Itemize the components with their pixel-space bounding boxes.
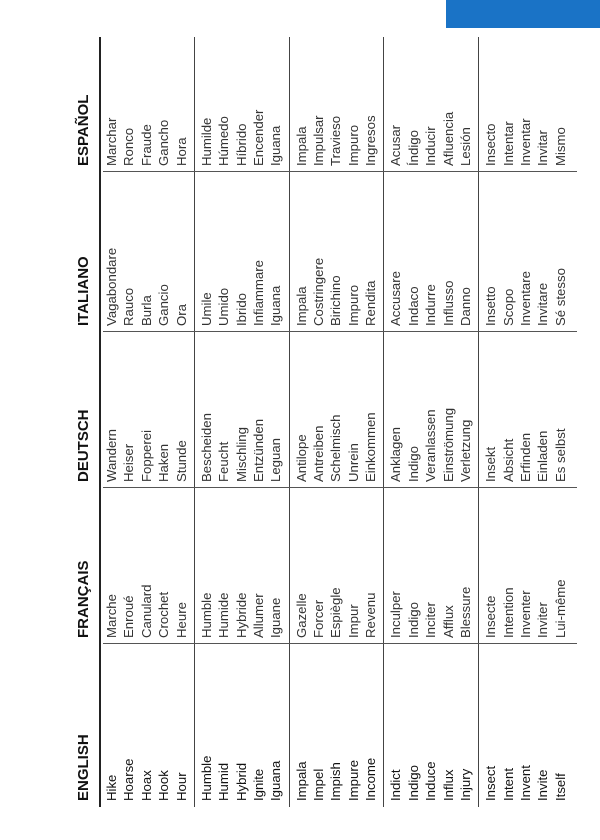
cell-english: Ignite — [251, 768, 266, 801]
cell-francais: Insecte — [483, 595, 499, 638]
cell-italiano: Vagabondare — [104, 247, 119, 326]
cell-espanol: Travieso — [328, 115, 344, 166]
cell-english: Injury — [458, 768, 473, 801]
cell-italiano: Invitare — [535, 282, 551, 326]
cell-deutsch: Haken — [156, 443, 172, 482]
group-separator — [383, 37, 384, 807]
cell-italiano: Impala — [293, 286, 309, 326]
cell-english: Intent — [500, 768, 516, 801]
cell-francais: Humide — [216, 592, 232, 638]
header-rule — [99, 37, 101, 807]
cell-italiano: Scopo — [500, 288, 516, 326]
cell-francais: Crochet — [156, 591, 172, 638]
column-header-english: ENGLISH — [75, 734, 92, 801]
cell-italiano: Birichino — [328, 275, 344, 326]
cell-francais: Heure — [173, 602, 189, 638]
cell-italiano: Iguana — [268, 285, 284, 326]
cell-english: Induce — [423, 761, 439, 801]
cell-italiano: Rendita — [363, 280, 379, 326]
cell-espanol: Acusar — [388, 124, 404, 166]
column-divider — [103, 643, 577, 644]
cell-espanol: Ronco — [121, 127, 137, 166]
cell-english: Indigo — [405, 765, 421, 801]
cell-francais: Forcer — [311, 599, 326, 638]
cell-deutsch: Antreiben — [311, 425, 326, 482]
cell-deutsch: Leguan — [268, 437, 284, 482]
cell-italiano: Inventare — [518, 271, 533, 326]
cell-english: Hook — [156, 770, 172, 801]
cell-francais: Afflux — [440, 605, 456, 638]
cell-italiano: Accusare — [388, 271, 404, 326]
cell-deutsch: Entzünden — [251, 418, 266, 482]
cell-francais: Revenu — [363, 592, 379, 638]
cell-francais: Espiègle — [328, 587, 344, 638]
cell-francais: Intention — [500, 587, 516, 638]
cell-deutsch: Unrein — [345, 443, 361, 482]
cell-deutsch: Bescheiden — [198, 413, 214, 482]
column-header-francais: FRANÇAIS — [75, 560, 92, 638]
cell-english: Impel — [311, 768, 326, 801]
cell-francais: Blessure — [458, 586, 473, 638]
cell-deutsch: Anklagen — [388, 427, 404, 482]
cell-espanol: Invitar — [535, 130, 551, 166]
cell-francais: Indigo — [405, 602, 421, 638]
cell-francais: Inciter — [423, 602, 439, 638]
cell-deutsch: Einkommen — [363, 412, 379, 482]
cell-italiano: Insetto — [483, 286, 499, 326]
cell-italiano: Costringere — [311, 257, 326, 326]
cell-english: Insect — [483, 765, 499, 801]
cell-italiano: Indurre — [423, 284, 439, 326]
cell-espanol: Afluencia — [440, 111, 456, 166]
cell-francais: Marche — [104, 594, 119, 638]
cell-espanol: Hora — [173, 137, 189, 166]
cell-espanol: Inventar — [518, 118, 533, 166]
cell-francais: Iguane — [268, 597, 284, 638]
cell-deutsch: Absicht — [500, 438, 516, 482]
cell-deutsch: Verletzung — [458, 419, 473, 482]
cell-italiano: Ora — [173, 304, 189, 326]
cell-deutsch: Veranlassen — [423, 409, 439, 482]
cell-english: Hoax — [138, 770, 154, 801]
group-separator — [289, 37, 290, 807]
cell-italiano: Infiammare — [251, 260, 266, 326]
cell-deutsch: Indigo — [405, 446, 421, 482]
header-row — [73, 37, 99, 807]
cell-deutsch: Erfinden — [518, 432, 533, 482]
cell-english: Humble — [198, 755, 214, 801]
cell-english: Hour — [173, 772, 189, 801]
group-separator — [194, 37, 195, 807]
cell-deutsch: Heiser — [121, 443, 137, 482]
cell-english: Hike — [104, 774, 119, 801]
cell-francais: Lui-même — [552, 579, 568, 638]
cell-italiano: Gancio — [156, 284, 172, 326]
cell-espanol: Insecto — [483, 123, 499, 166]
cell-english: Indict — [388, 769, 404, 801]
cell-espanol: Intentar — [500, 121, 516, 166]
cell-francais: Canulard — [138, 584, 154, 638]
cell-italiano: Impuro — [345, 284, 361, 326]
cell-francais: Inventer — [518, 590, 533, 638]
column-divider — [103, 171, 577, 172]
cell-english: Impish — [328, 762, 344, 801]
cell-english: Hybrid — [233, 762, 249, 801]
cell-english: Invite — [535, 769, 551, 801]
cell-deutsch: Stunde — [173, 440, 189, 482]
cell-espanol: Marchar — [104, 117, 119, 166]
cell-espanol: Inducir — [423, 126, 439, 166]
cell-francais: Gazelle — [293, 593, 309, 638]
cell-english: Impure — [345, 759, 361, 801]
cell-espanol: Fraude — [138, 124, 154, 166]
cell-espanol: Húmedo — [216, 116, 232, 166]
cell-francais: Inculper — [388, 591, 404, 638]
cell-deutsch: Einladen — [535, 430, 551, 482]
cell-espanol: Impulsar — [311, 115, 326, 166]
cell-deutsch: Fopperei — [138, 429, 154, 482]
cell-italiano: Umile — [198, 292, 214, 326]
cell-italiano: Ibrido — [233, 293, 249, 326]
cell-italiano: Rauco — [121, 287, 137, 326]
cell-espanol: Ingresos — [363, 115, 379, 166]
cell-english: Income — [363, 757, 379, 801]
cell-english: Humid — [216, 762, 232, 801]
cell-italiano: Sé stesso — [552, 268, 568, 326]
cell-espanol: Impuro — [345, 124, 361, 166]
cell-italiano: Burla — [138, 295, 154, 326]
column-header-italiano: ITALIANO — [75, 256, 92, 326]
cell-deutsch: Schelmisch — [328, 414, 344, 482]
cell-espanol: Iguana — [268, 125, 284, 166]
cell-espanol: Encender — [251, 109, 266, 166]
cell-deutsch: Einströmung — [440, 407, 456, 482]
cell-francais: Inviter — [535, 602, 551, 638]
cell-italiano: Danno — [458, 287, 473, 326]
cell-deutsch: Insekt — [483, 446, 499, 482]
cell-english: Influx — [440, 769, 456, 801]
cell-deutsch: Wandern — [104, 428, 119, 482]
cell-english: Invent — [518, 765, 533, 801]
cell-english: Hoarse — [121, 758, 137, 801]
cell-deutsch: Mischling — [233, 427, 249, 482]
cell-espanol: Lesión — [458, 127, 473, 166]
cell-deutsch: Feucht — [216, 441, 232, 482]
column-divider — [103, 487, 577, 488]
cell-italiano: Influsso — [440, 280, 456, 326]
cell-espanol: Mismo — [552, 127, 568, 166]
cell-english: Iguana — [268, 760, 284, 801]
cell-italiano: Umido — [216, 287, 232, 326]
cell-espanol: Índigo — [405, 130, 421, 166]
cell-espanol: Híbrido — [233, 123, 249, 166]
column-divider — [103, 331, 577, 332]
cell-francais: Enroué — [121, 595, 137, 638]
cell-espanol: Impala — [293, 126, 309, 166]
cell-espanol: Gancho — [156, 119, 172, 166]
column-header-espanol: ESPAÑOL — [75, 94, 92, 166]
cell-francais: Impur — [345, 604, 361, 638]
group-separator — [478, 37, 479, 807]
vocabulary-table — [73, 37, 577, 807]
cell-francais: Hybride — [233, 592, 249, 638]
cell-espanol: Humilde — [198, 117, 214, 166]
cell-italiano: Indaco — [405, 286, 421, 326]
column-header-deutsch: DEUTSCH — [75, 409, 92, 482]
cell-deutsch: Antilope — [293, 434, 309, 482]
cell-deutsch: Es selbst — [552, 428, 568, 482]
cell-english: Impala — [293, 761, 309, 801]
cell-francais: Humble — [198, 592, 214, 638]
cell-english: Itself — [552, 773, 568, 801]
blue-accent-bar — [446, 0, 600, 28]
cell-francais: Allumer — [251, 593, 266, 638]
